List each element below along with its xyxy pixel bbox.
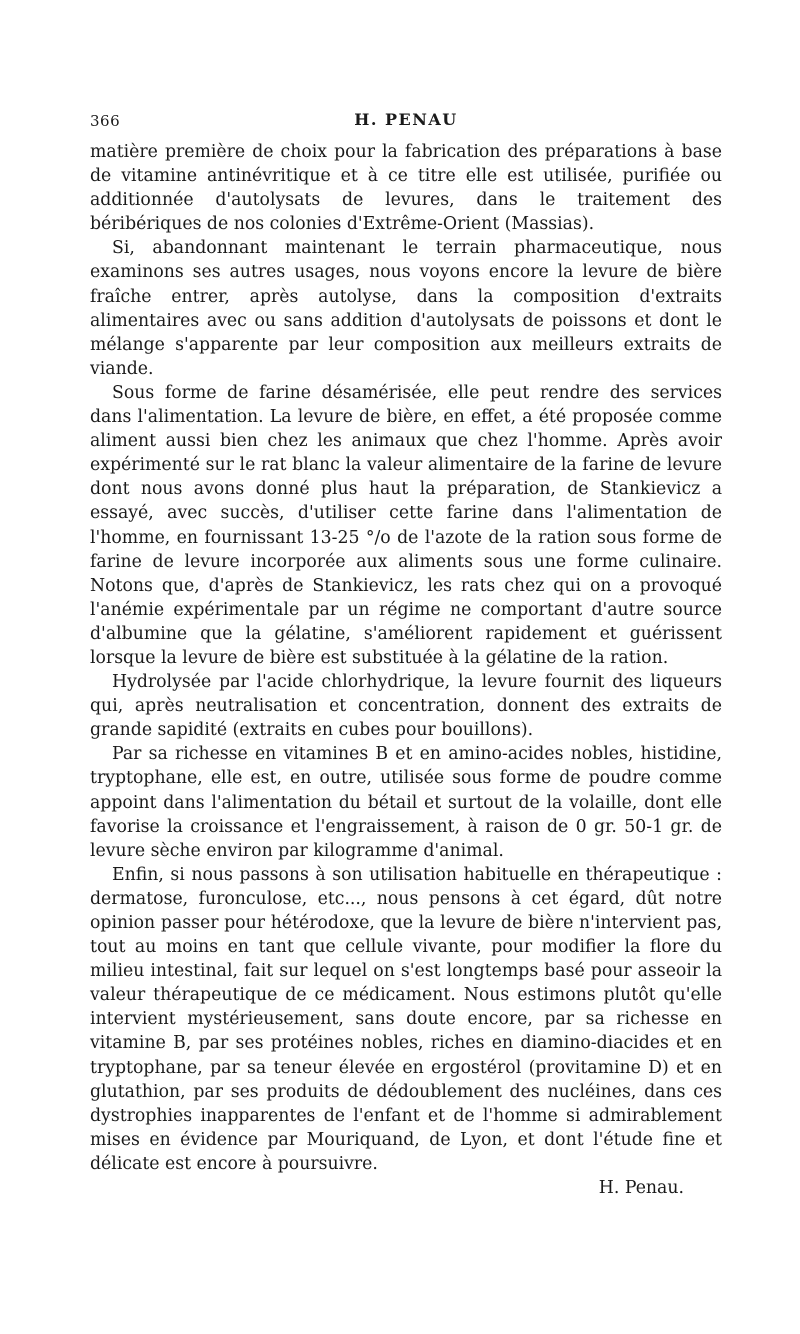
paragraph-5: Par sa richesse en vitamines B et en amino-acides nobles, histidine, tryptophane, elle est, en outre, utilisée sous forme de poudre comme appoint dans l'alimentation du bétail et surtout de la volaille, dont elle favorise la croissance et l'engraissement, à raison de 0 gr. 50-1 gr. de levure sèche environ par kilogramme d'animal. [90,744,722,861]
paragraph-3: Sous forme de farine désamérisée, elle peut rendre des services dans l'alimentation. La levure de bière, en effet, a été proposée comme aliment aussi bien chez les animaux que chez l'homme. Après avoir expérimenté sur le rat blanc la valeur alimentaire de la farine de levure dont nous avons donné plus haut la préparation, de Stankievicz a essayé, avec succès, d'utiliser cette farine dans l'alimentation de l'homme, en fournissant 13-25 °/o de l'azote de la ration sous forme de farine de levure incorporée aux aliments sous une forme culinaire. Notons que, d'après de Stankievicz, les rats chez qui on a provoqué l'anémie expérimentale par un régime ne comportant d'autre source d'albumine que la gélatine, s'améliorent rapidement et guérissent lorsque la levure de bière est substituée à la gélatine de la ration. [90,382,722,668]
document-page [90,108,722,1200]
paragraph-2: Si, abandonnant maintenant le terrain pharmaceutique, nous examinons ses autres usages, nous voyons encore la levure de bière fraîche entrer, après autolyse, dans la composition d'extraits alimentaires avec ou sans addition d'autolysats de poissons et dont le mélange s'apparente par leur composition aux meilleurs extraits de viande. [90,238,722,379]
paragraph-6: Enfin, si nous passons à son utilisation habituelle en thérapeutique : dermatose, furonculose, etc..., nous pensons à cet égard, dût notre opinion passer pour hétérodoxe, que la levure de bière n'intervient pas, tout au moins en tant que cellule vivante, pour modifier la flore du milieu intestinal, fait sur lequel on s'est longtemps basé pour asseoir la valeur thérapeutique de ce médicament. Nous estimons plutôt qu'elle intervient mystérieusement, sans doute encore, par sa richesse en vitamine B, par ses protéines nobles, riches en diamino-diacides et en tryptophane, par sa teneur élevée en ergostérol (provitamine D) et en glutathion, par ses produits de dédoublement des nucléines, dans ces dystrophies inapparentes de l'enfant et de l'homme si admirablement mises en évidence par Mouriquand, de Lyon, et dont l'étude fine et délicate est encore à poursuivre. [90,864,722,1174]
author-signature: H. Penau. [598,1178,684,1199]
paragraph-1: matière première de choix pour la fabrication des préparations à base de vitamine antinévritique et à ce titre elle est utilisée, purifiée ou additionnée d'autolysats de levures, dans le traitement des béribériques de nos colonies d'Extrême-Orient (Massias). [90,142,722,235]
body-text [90,140,722,1176]
paragraph-4: Hydrolysée par l'acide chlorhydrique, la levure fournit des liqueurs qui, après neutralisation et concentration, donnent des extraits de grande sapidité (extraits en cubes pour bouillons). [90,672,722,741]
page-header [90,108,722,134]
page-number: 366 [90,112,121,130]
running-head: H. PENAU [354,110,458,129]
